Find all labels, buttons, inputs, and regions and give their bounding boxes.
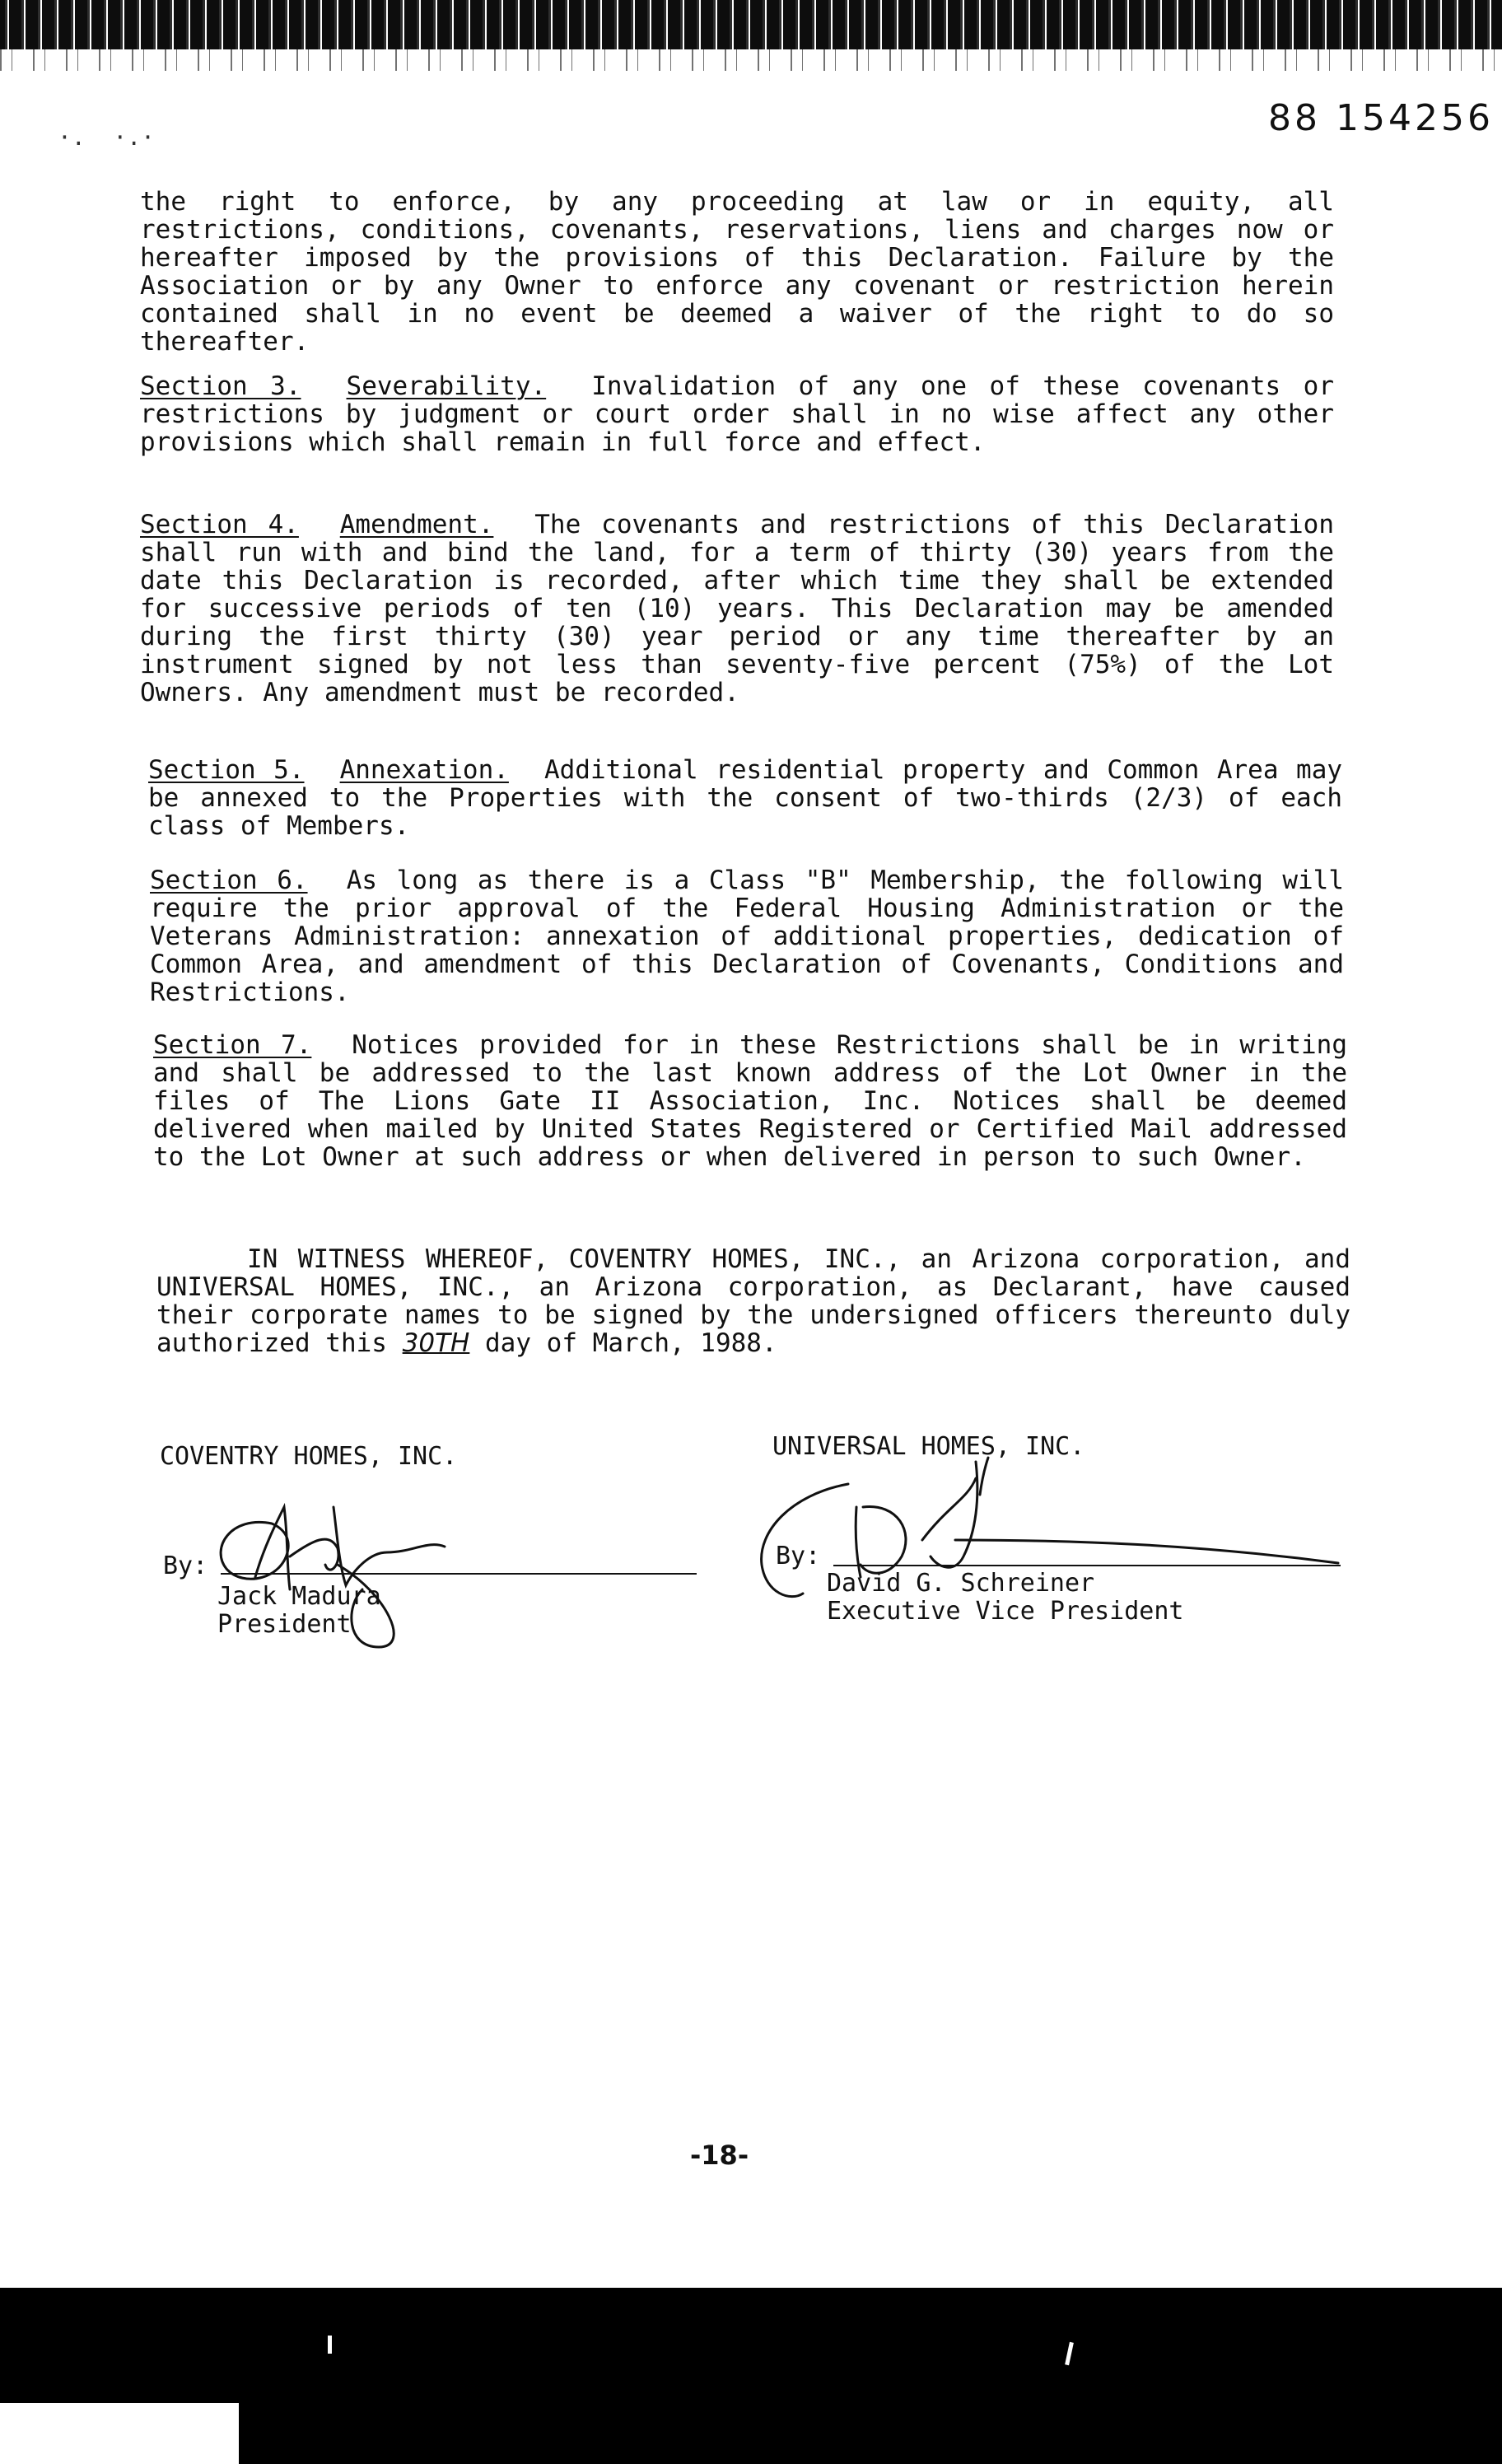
signatory-right	[827, 1570, 1183, 1626]
paragraph-enforcement: the right to enforce, by any proceeding at law or in equity, all restrictions, conditions, covenants, reservations, liens and charges now or hereafter imposed by the provisions of this Declaration. Failure by the Association or by any Owner to enforce any covenant or restriction herein contained shall in no event be deemed a waiver of the right to do so thereafter.	[140, 187, 1334, 357]
witness-text-after: day of March, 1988.	[485, 1328, 777, 1358]
section-3-text: Invalidation of any one of these covenants or restrictions by judgment or court order shall in no wise affect any other provisions which shall remain in full force and effect.	[140, 371, 1335, 457]
signature-line-right	[833, 1565, 1341, 1566]
signatory-right-title: Executive Vice President	[827, 1597, 1184, 1626]
page-number: -18-	[690, 2140, 749, 2171]
witness-clause	[156, 1245, 1350, 1357]
scan-specks: ·. ·.·	[58, 124, 156, 151]
section-3-label: Section 3.	[140, 371, 301, 401]
section-6-text: As long as there is a Class "B" Membership, the following will require the prior approval of the Federal Housing Administration or the Veterans Administration: annexation of additional properties, dedication of Common Area, and amendment of this Declaration of Covenants, Conditions and Restrictions.	[150, 866, 1344, 1007]
section-7-text: Notices provided for in these Restrictions shall be in writing and shall be addressed to the last known address of the Lot Owner in the files of The Lions Gate II Association, Inc. Notices shall be deemed delivered when mailed by United States Registered or Certified Mail addressed to the Lot Owner at such address or when delivered in person to such Owner.	[153, 1030, 1348, 1172]
section-6-label: Section 6.	[150, 866, 308, 895]
signature-by-left: By:	[163, 1552, 208, 1580]
signatory-left-name: Jack Madura	[217, 1582, 381, 1611]
signatory-left	[217, 1583, 381, 1639]
section-5-title: Annexation.	[339, 755, 509, 785]
scan-noise-fringe	[0, 49, 1502, 71]
witness-text-before: IN WITNESS WHEREOF, COVENTRY HOMES, INC., an Arizona corporation, and UNIVERSAL HOMES, INC., an Arizona corporation, as Declarant, have caused their corporate names to be signed by the undersigned officers thereunto duly authorized this	[156, 1244, 1350, 1358]
scan-label-area	[0, 2403, 239, 2464]
scan-noise-bar	[0, 0, 1502, 49]
document-number: 88 154256	[1268, 97, 1494, 139]
section-6	[150, 866, 1344, 1006]
section-5-label: Section 5.	[148, 755, 305, 785]
scan-top-edge	[0, 0, 1502, 76]
scan-mark	[328, 2336, 332, 2354]
scan-mark	[1065, 2342, 1074, 2365]
section-5-text: Additional residential property and Common Area may be annexed to the Properties with the consent of two-thirds (2/3) of each class of Members.	[148, 755, 1343, 841]
section-3-title: Severability.	[346, 371, 547, 401]
witness-date-fill: 30TH	[402, 1328, 470, 1358]
signature-company-left: COVENTRY HOMES, INC.	[160, 1442, 458, 1471]
section-4	[140, 511, 1334, 707]
section-5	[148, 756, 1342, 840]
signatory-right-name: David G. Schreiner	[827, 1569, 1095, 1598]
section-3	[140, 372, 1334, 456]
signature-by-right: By:	[776, 1542, 821, 1570]
signature-company-right: UNIVERSAL HOMES, INC.	[772, 1432, 1085, 1461]
section-7	[153, 1031, 1347, 1171]
section-4-text: The covenants and restrictions of this Declaration shall run with and bind the land, for a term of thirty (30) years from the date this Declaration is recorded, after which time they shall be extended for successive periods of ten (10) years. This Declaration may be amended during the first thirty (30) year period or any time thereafter by an instrument signed by not less than seventy-five percent (75%) of the Lot Owners. Any amendment must be recorded.	[140, 510, 1335, 707]
scan-bottom-edge	[0, 2288, 1502, 2464]
section-4-label: Section 4.	[140, 510, 299, 539]
signatory-left-title: President	[217, 1610, 352, 1639]
section-4-title: Amendment.	[339, 510, 494, 539]
section-7-label: Section 7.	[153, 1030, 312, 1060]
signature-line-left	[221, 1573, 697, 1575]
